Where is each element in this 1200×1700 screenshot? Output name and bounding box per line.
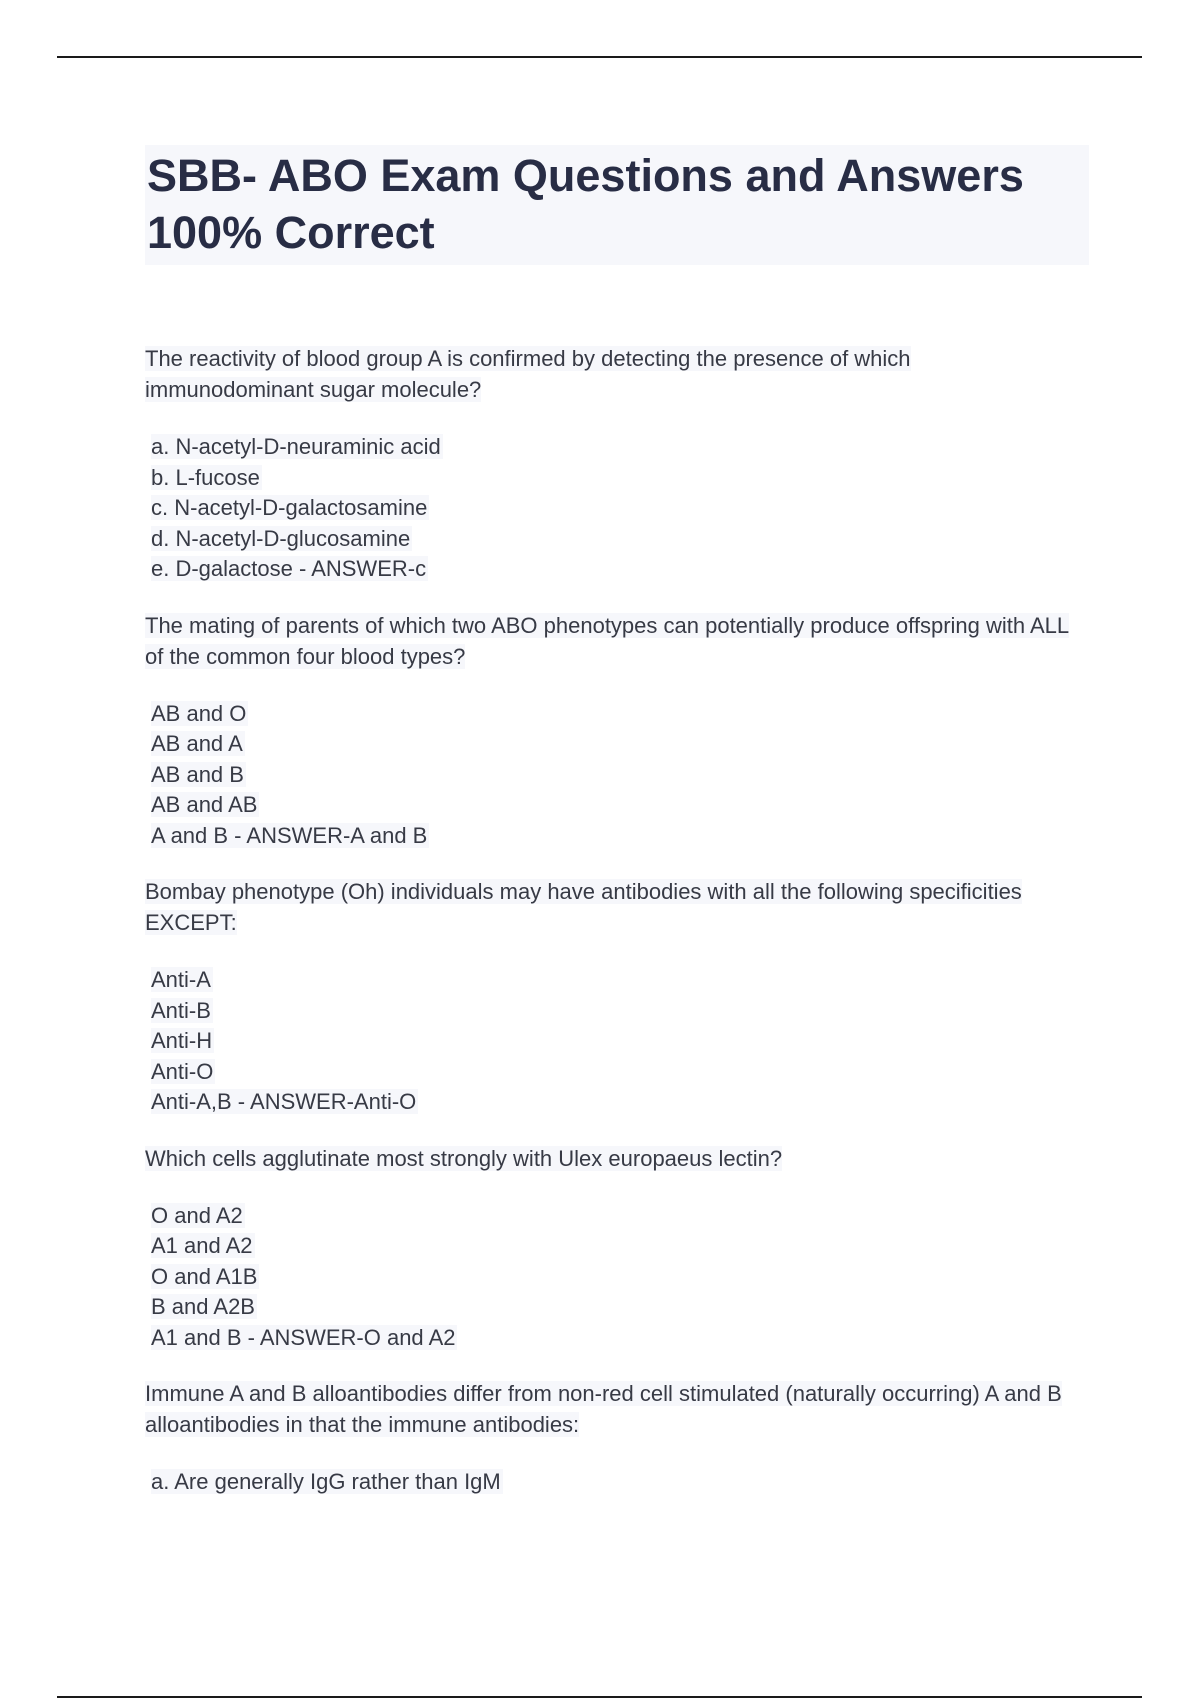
option-item: Anti-H — [151, 1028, 213, 1053]
question-item — [145, 345, 1090, 586]
footer-rule — [57, 1696, 1142, 1698]
document-title: SBB- ABO Exam Questions and Answers 100% Correct — [147, 150, 1024, 258]
question-item — [145, 612, 1090, 853]
option-item-answer: A and B - ANSWER-A and B — [151, 822, 428, 848]
question-text: The reactivity of blood group A is confirmed by detecting the presence of which immunodominant sugar molecule? — [145, 346, 911, 402]
question-item — [145, 1380, 1090, 1499]
option-list — [145, 700, 1090, 853]
option-item: AB and A — [151, 731, 243, 756]
option-list — [145, 966, 1090, 1119]
question-list — [145, 345, 1090, 1499]
option-list — [145, 1468, 1090, 1499]
option-item: Anti-O — [151, 1058, 214, 1084]
option-item-answer: Anti-A,B - ANSWER-Anti-O — [151, 1089, 417, 1114]
option-item: AB and B — [151, 761, 244, 787]
option-item: a. Are generally IgG rather than IgM — [151, 1469, 501, 1494]
title-block — [145, 145, 1089, 265]
question-text: Bombay phenotype (Oh) individuals may have antibodies with all the following specificities EXCEPT: — [145, 879, 1022, 935]
question-item — [145, 1145, 1090, 1355]
option-item: O and A2 — [151, 1202, 243, 1228]
option-item: c. N-acetyl-D-galactosamine — [151, 495, 428, 520]
option-list — [145, 1202, 1090, 1355]
option-item: B and A2B — [151, 1294, 255, 1319]
option-item: A1 and A2 — [151, 1233, 253, 1258]
option-item-answer: A1 and B - ANSWER-O and A2 — [151, 1324, 456, 1350]
option-item: a. N-acetyl-D-neuraminic acid — [151, 434, 441, 459]
option-item: AB and O — [151, 700, 247, 726]
document-body — [145, 145, 1090, 1525]
option-item-answer: e. D-galactose - ANSWER-c — [151, 556, 427, 581]
header-rule — [57, 56, 1142, 58]
option-item: Anti-A — [151, 967, 211, 992]
option-item: b. L-fucose — [151, 464, 260, 490]
option-item: O and A1B — [151, 1263, 258, 1289]
option-item: Anti-B — [151, 997, 211, 1023]
question-item — [145, 878, 1090, 1119]
question-text: The mating of parents of which two ABO phenotypes can potentially produce offspring with ALL of the common four blood types? — [145, 612, 1070, 669]
option-item: d. N-acetyl-D-glucosamine — [151, 525, 411, 551]
option-list — [145, 433, 1090, 586]
option-item: AB and AB — [151, 792, 258, 817]
question-text: Which cells agglutinate most strongly with Ulex europaeus lectin? — [145, 1145, 783, 1171]
question-text: Immune A and B alloantibodies differ from non-red cell stimulated (naturally occurring) A and B alloantibodies in that the immune antibodies: — [145, 1381, 1062, 1437]
